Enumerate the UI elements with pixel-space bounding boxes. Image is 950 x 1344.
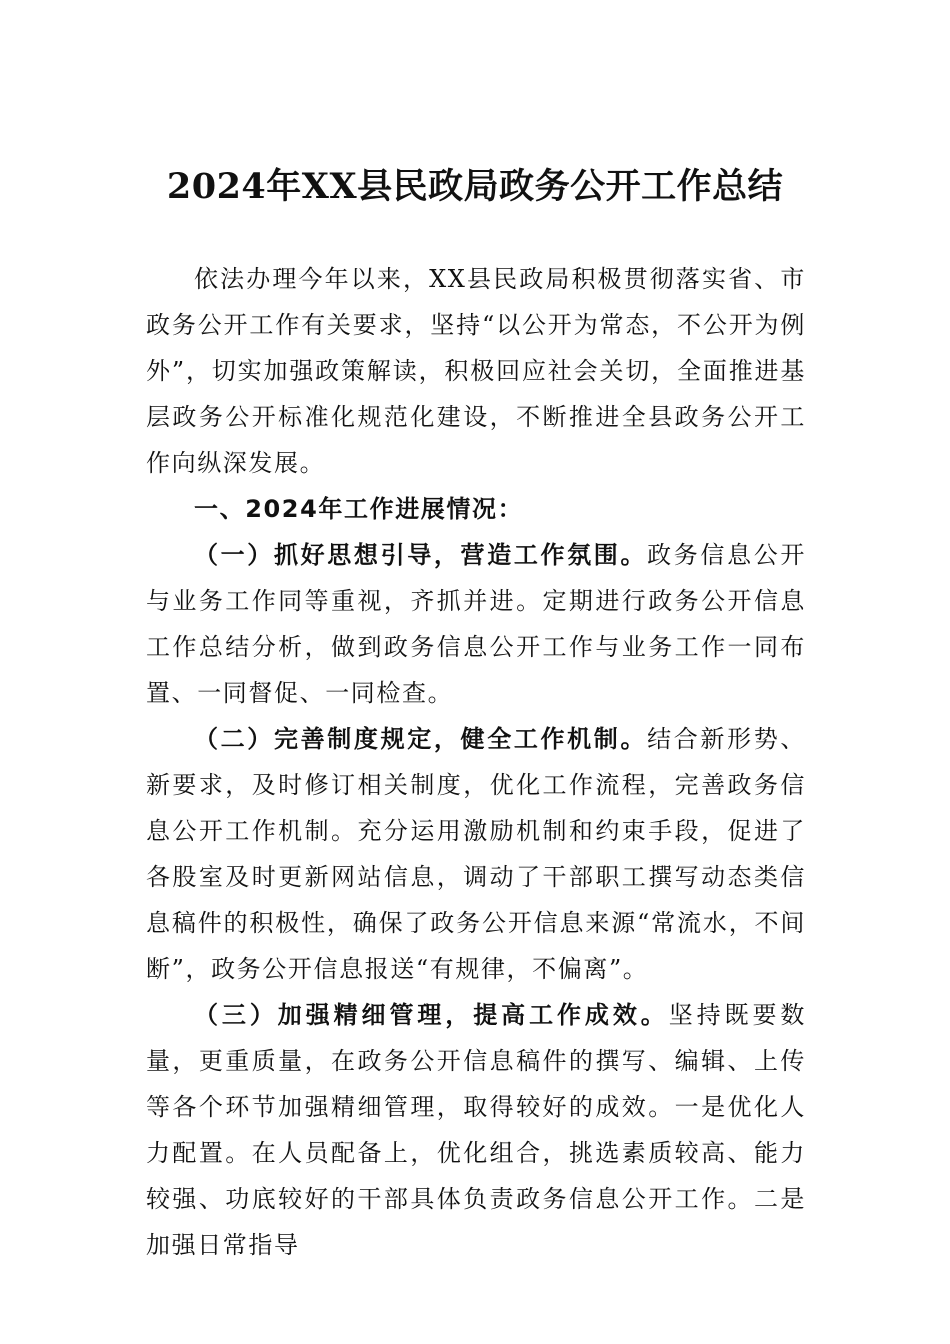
- item-heading-1: （一）抓好思想引导，营造工作氛围。: [194, 540, 648, 569]
- item-heading-2: （二）完善制度规定，健全工作机制。: [194, 724, 648, 753]
- section-heading: 一、2024年工作进展情况：: [194, 495, 524, 523]
- document-title: 2024年XX县民政局政务公开工作总结: [166, 166, 784, 207]
- item-text-2: 结合新形势、新要求，及时修订相关制度，优化工作流程，完善政务信息公开工作机制。充分运用激励机制和约束手段，促进了各股室及时更新网站信息，调动了干部职工撰写动态类信息稿件的积极性，确保了政务公开信息来源“常流水，不间断”，政务公开信息报送“有规律，不偏离”。: [146, 725, 806, 983]
- item-paragraph-2: [146, 716, 806, 992]
- item-paragraph-1: [146, 532, 806, 716]
- item-heading-3: （三）加强精细管理，提高工作成效。: [194, 1000, 669, 1029]
- item-text-1: 政务信息公开与业务工作同等重视，齐抓并进。定期进行政务公开信息工作总结分析，做到政务信息公开工作与业务工作一同布置、一同督促、一同检查。: [146, 541, 806, 707]
- document-body: [146, 256, 806, 1268]
- intro-paragraph: 依法办理今年以来，XX县民政局积极贯彻落实省、市政务公开工作有关要求，坚持“以公开为常态，不公开为例外”，切实加强政策解读，积极回应社会关切，全面推进基层政务公开标准化规范化建设，不断推进全县政务公开工作向纵深发展。: [146, 265, 806, 477]
- item-paragraph-3: [146, 992, 806, 1268]
- item-text-3: 坚持既要数量，更重质量，在政务公开信息稿件的撰写、编辑、上传等各个环节加强精细管理，取得较好的成效。一是优化人力配置。在人员配备上，优化组合，挑选素质较高、能力较强、功底较好的干部具体负责政务信息公开工作。二是加强日常指导: [146, 1001, 806, 1259]
